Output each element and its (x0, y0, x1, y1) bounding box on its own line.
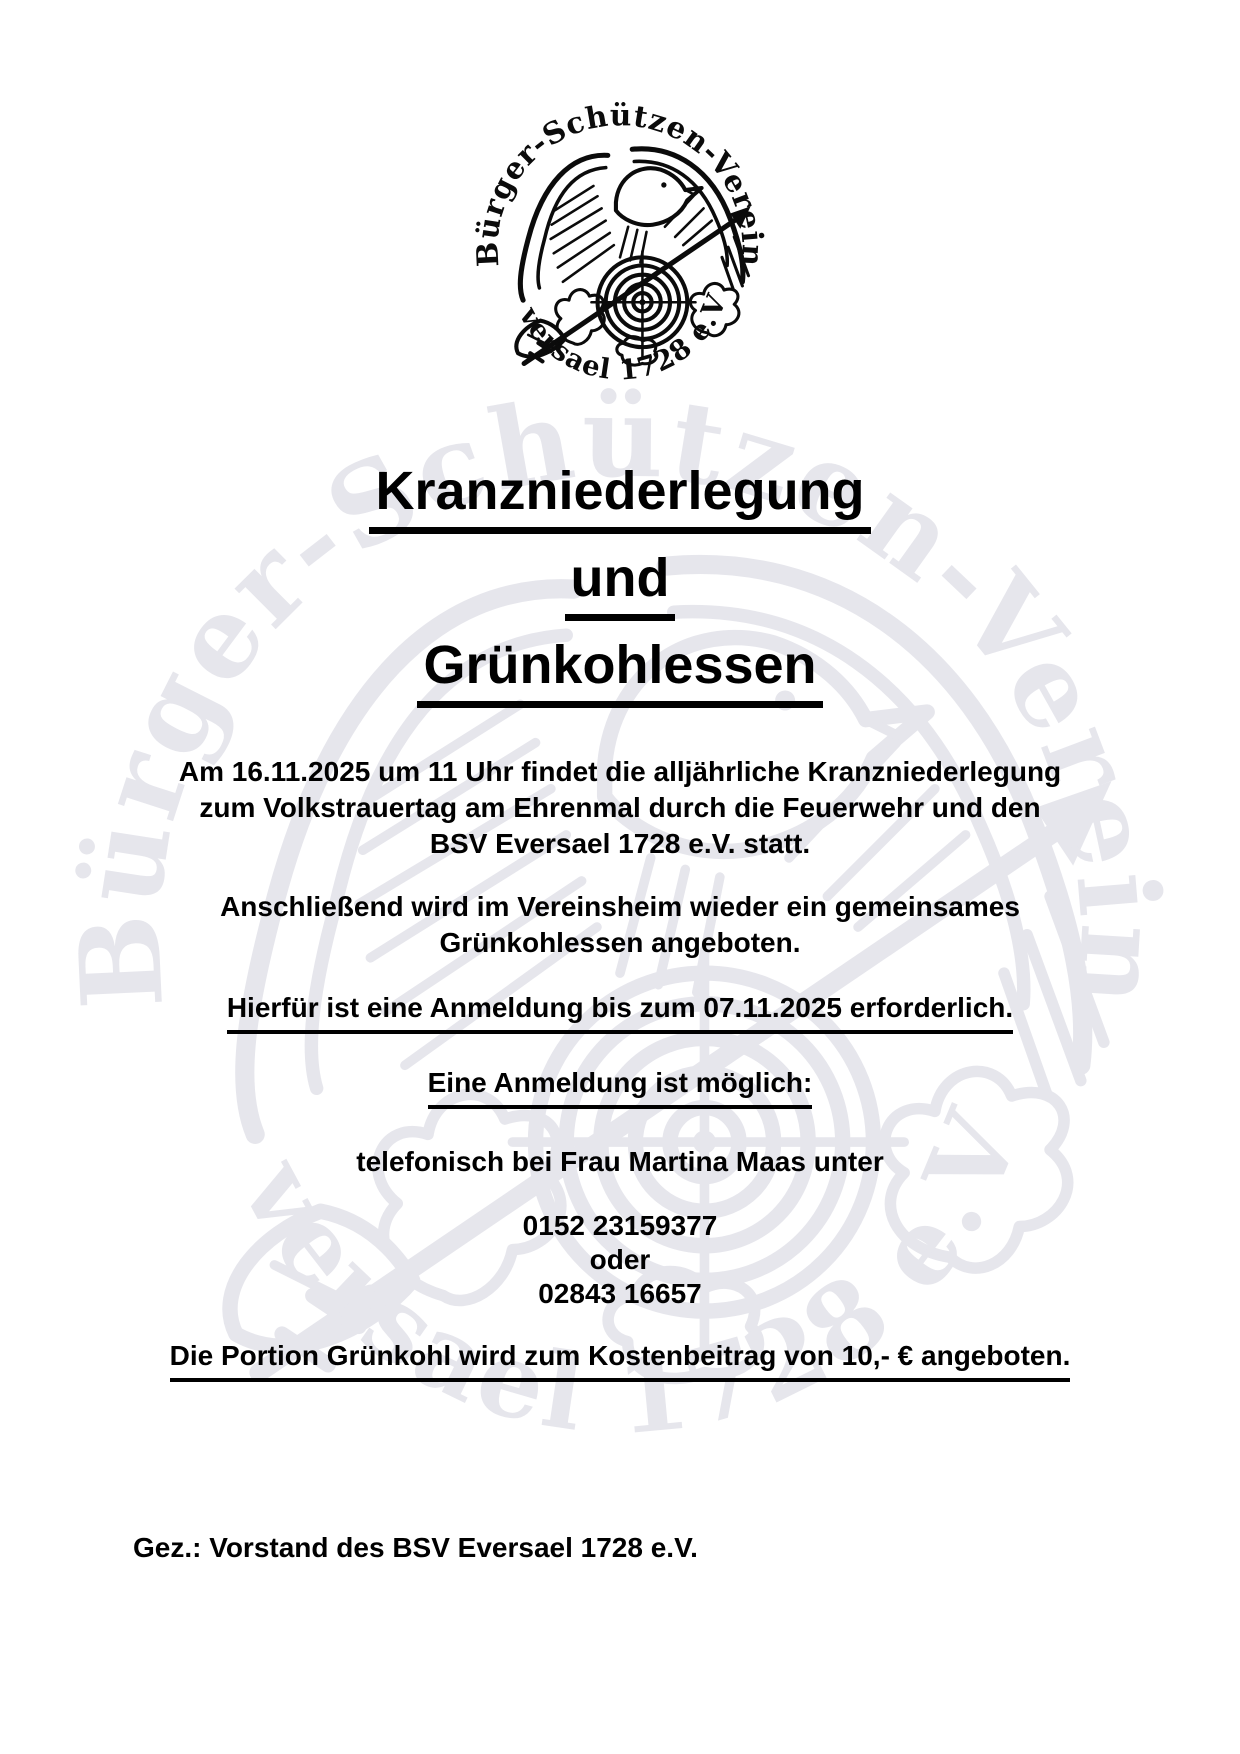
dinner-line: Anschließend wird im Vereinsheim wieder ein gemeinsames (220, 891, 1020, 922)
phone-contact-intro (0, 1144, 1240, 1180)
registration-heading (0, 1065, 1240, 1109)
dinner-line: Grünkohlessen angeboten. (439, 927, 801, 958)
phone-numbers-block (0, 1209, 1240, 1311)
event-details-paragraph (0, 754, 1240, 862)
club-seal-logo (467, 86, 773, 392)
registration-heading-text: Eine Anmeldung ist möglich: (428, 1065, 813, 1109)
phone-contact-intro-text: telefonisch bei Frau Martina Maas unter (356, 1146, 884, 1177)
signature-line: Gez.: Vorstand des BSV Eversael 1728 e.V. (133, 1532, 698, 1563)
event-details-line: zum Volkstrauertag am Ehrenmal durch die Feuerwehr und den (199, 792, 1041, 823)
flyer-content (0, 86, 1240, 1564)
price-note-text: Die Portion Grünkohl wird zum Kostenbeitrag von 10,- € angeboten. (170, 1338, 1071, 1382)
dinner-paragraph (0, 889, 1240, 961)
phone-number-landline: 02843 16657 (538, 1278, 702, 1309)
title-line-1: Kranzniederlegung (369, 464, 870, 534)
title-line-2: und (565, 551, 676, 621)
page-title (0, 461, 1240, 708)
phone-or-label: oder (589, 1244, 651, 1275)
title-line-3: Grünkohlessen (417, 638, 822, 708)
club-seal-icon (467, 86, 773, 392)
price-note (0, 1338, 1240, 1382)
event-details-line: BSV Eversael 1728 e.V. statt. (429, 828, 811, 859)
phone-number-mobile: 0152 23159377 (522, 1210, 718, 1241)
event-details-line: Am 16.11.2025 um 11 Uhr findet die alljährliche Kranzniederlegung (178, 756, 1062, 787)
registration-deadline-text: Hierfür ist eine Anmeldung bis zum 07.11.2025 erforderlich. (227, 990, 1013, 1034)
registration-deadline-note (0, 990, 1240, 1034)
